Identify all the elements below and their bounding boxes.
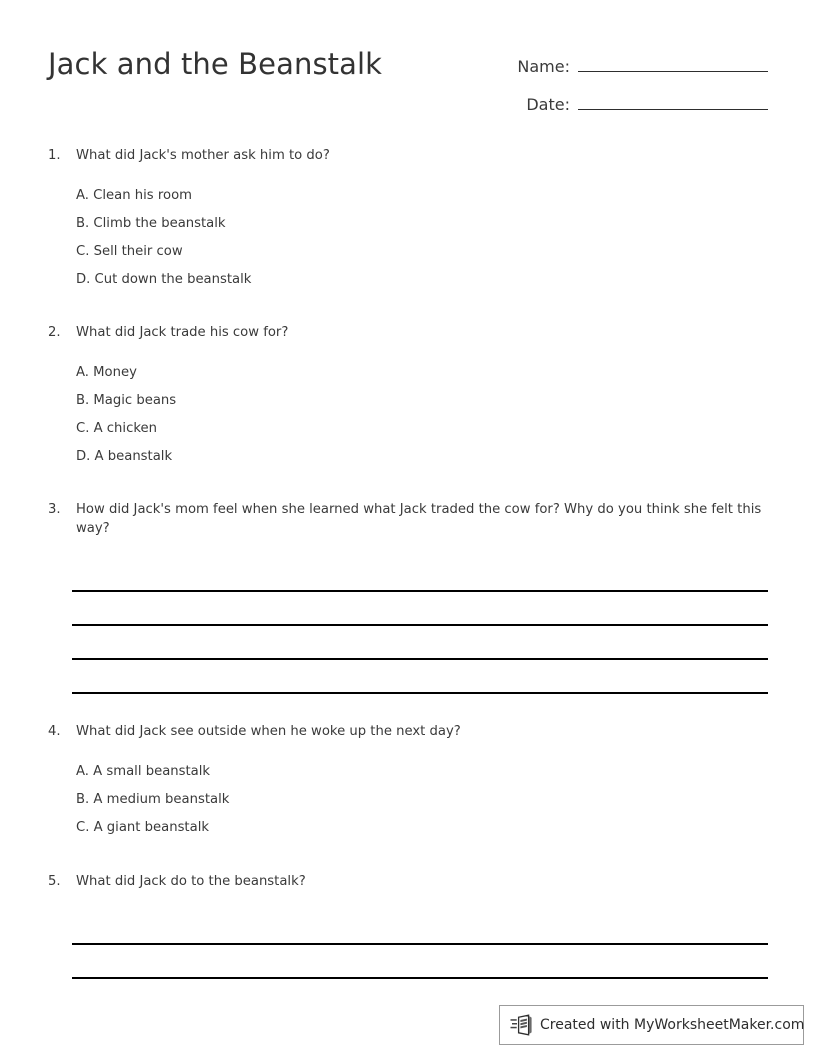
question-2-heading [48, 323, 768, 342]
name-row [500, 50, 768, 88]
answer-line[interactable] [72, 660, 768, 694]
date-row [500, 88, 768, 126]
option-1c[interactable]: C. Sell their cow [76, 244, 183, 259]
answer-line[interactable] [72, 592, 768, 626]
question-2-text: What did Jack trade his cow for? [76, 325, 289, 340]
date-label: Date: [526, 95, 570, 114]
answer-line[interactable] [72, 626, 768, 660]
page-title: Jack and the Beanstalk [48, 47, 383, 81]
questions-list [48, 146, 768, 979]
question-block-5 [48, 872, 768, 979]
question-5-number: 5. [48, 874, 61, 889]
question-4-number: 4. [48, 724, 61, 739]
option-1b[interactable]: B. Climb the beanstalk [76, 216, 226, 231]
question-3-heading [48, 500, 768, 538]
question-5-text: What did Jack do to the beanstalk? [76, 874, 306, 889]
question-block-2 [48, 323, 768, 466]
spacer-1 [48, 298, 768, 323]
option-1d[interactable]: D. Cut down the beanstalk [76, 272, 252, 287]
name-write-line[interactable] [578, 50, 768, 72]
question-block-3 [48, 500, 768, 694]
question-3-text: How did Jack's mom feel when she learned what Jack traded the cow for? Why do you think she felt this way? [76, 502, 762, 536]
question-2-number: 2. [48, 325, 61, 340]
option-2c[interactable]: C. A chicken [76, 421, 157, 436]
date-write-line[interactable] [578, 88, 768, 110]
spacer-2 [48, 475, 768, 500]
created-with-badge[interactable] [499, 1005, 804, 1045]
question-block-1 [48, 146, 768, 289]
option-2d[interactable]: D. A beanstalk [76, 449, 173, 464]
question-4-text: What did Jack see outside when he woke up the next day? [76, 724, 461, 739]
question-1-options [48, 186, 768, 289]
option-4b[interactable]: B. A medium beanstalk [76, 792, 230, 807]
question-1-heading [48, 146, 768, 165]
question-2-options [48, 363, 768, 466]
question-1-number: 1. [48, 148, 61, 163]
option-2a[interactable]: A. Money [76, 365, 137, 380]
question-4-options [48, 762, 768, 837]
name-label: Name: [517, 57, 570, 76]
answer-line[interactable] [72, 945, 768, 979]
question-5-heading [48, 872, 768, 891]
option-4a[interactable]: A. A small beanstalk [76, 764, 211, 779]
spacer-3 [48, 694, 768, 722]
question-5-answer-lines [48, 911, 768, 979]
question-block-4 [48, 722, 768, 837]
option-1a[interactable]: A. Clean his room [76, 188, 192, 203]
speed-page-logo-icon [510, 1013, 534, 1037]
question-3-number: 3. [48, 502, 61, 517]
answer-line[interactable] [72, 558, 768, 592]
answer-line[interactable] [72, 911, 768, 945]
question-1-text: What did Jack's mother ask him to do? [76, 148, 330, 163]
question-4-heading [48, 722, 768, 741]
option-4c[interactable]: C. A giant beanstalk [76, 820, 209, 835]
option-2b[interactable]: B. Magic beans [76, 393, 177, 408]
spacer-4 [48, 846, 768, 872]
worksheet-header [48, 44, 768, 124]
question-3-answer-lines [48, 558, 768, 694]
name-date-block [500, 50, 768, 126]
badge-label: Created with MyWorksheetMaker.com [540, 1017, 805, 1033]
